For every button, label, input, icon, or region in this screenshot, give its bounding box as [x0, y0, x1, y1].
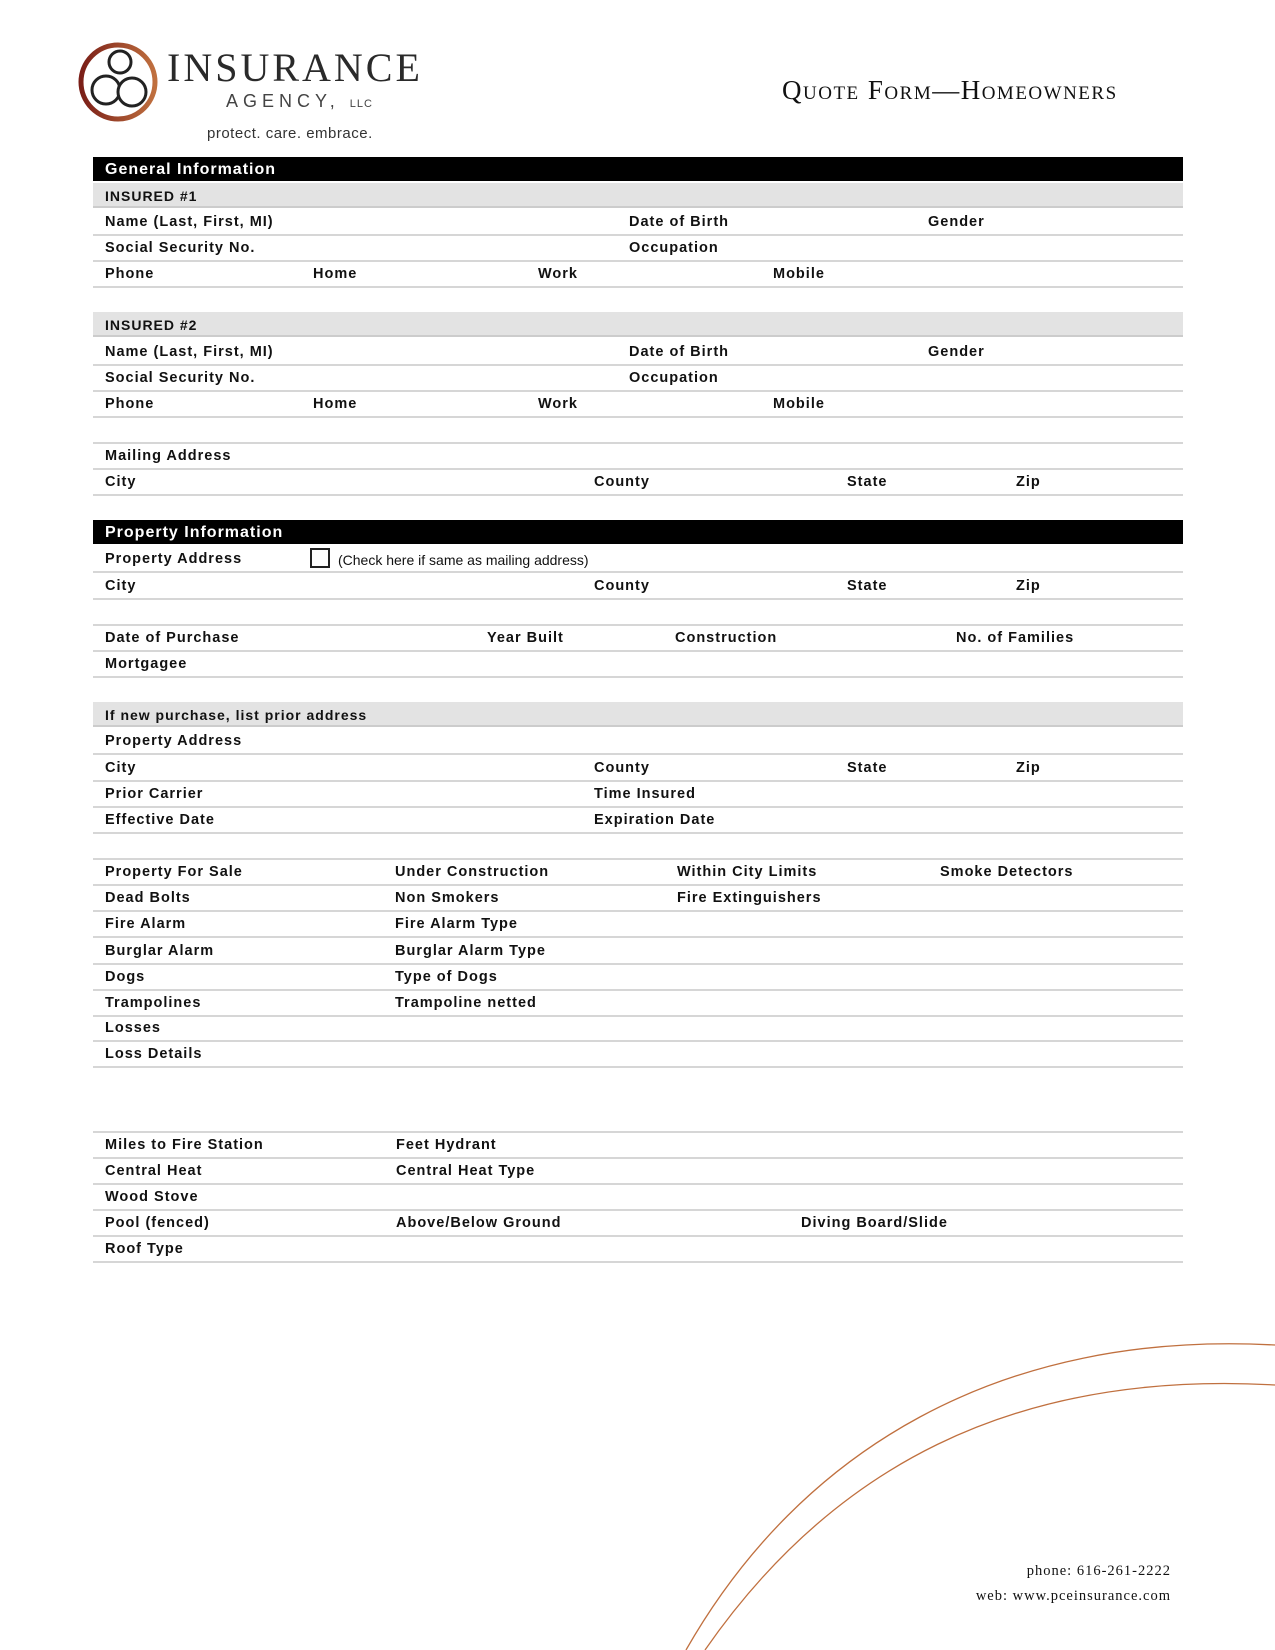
label: City — [105, 474, 137, 490]
label: Burglar Alarm — [105, 943, 215, 959]
label: Date of Birth — [629, 214, 729, 230]
label: Feet Hydrant — [396, 1137, 497, 1153]
prior-address-header: If new purchase, list prior address — [93, 702, 1183, 727]
label: Mortgagee — [105, 656, 188, 672]
page-title: Quote Form—Homeowners — [782, 75, 1118, 105]
insured-1-header: INSURED #1 — [93, 183, 1183, 208]
label: Zip — [1016, 760, 1041, 776]
label: Diving Board/Slide — [801, 1215, 948, 1231]
label: Zip — [1016, 578, 1041, 594]
label: Fire Alarm — [105, 916, 187, 932]
label: County — [594, 760, 650, 776]
label: Mobile — [773, 266, 825, 282]
label: Trampoline netted — [395, 995, 537, 1011]
label: Name (Last, First, MI) — [105, 214, 274, 230]
label: No. of Families — [956, 630, 1075, 646]
label: State — [847, 760, 888, 776]
label: Social Security No. — [105, 240, 256, 256]
label: Work — [538, 266, 578, 282]
label: Name (Last, First, MI) — [105, 344, 274, 360]
label: Loss Details — [105, 1046, 203, 1062]
label: County — [594, 578, 650, 594]
label: Miles to Fire Station — [105, 1137, 264, 1153]
label: Pool (fenced) — [105, 1215, 210, 1231]
label: Gender — [928, 344, 985, 360]
section-general-information: General Information — [93, 157, 1183, 181]
label: City — [105, 760, 137, 776]
label: Prior Carrier — [105, 786, 204, 802]
label: Social Security No. — [105, 370, 256, 386]
label: Phone — [105, 266, 155, 282]
label: City — [105, 578, 137, 594]
footer-web[interactable]: web: www.pceinsurance.com — [975, 1588, 1171, 1604]
label: Mobile — [773, 396, 825, 412]
logo-agency-text: AGENCY, — [226, 91, 340, 111]
label: Gender — [928, 214, 985, 230]
logo-wordmark: INSURANCE — [167, 45, 423, 90]
label: Zip — [1016, 474, 1041, 490]
label: Losses — [105, 1020, 161, 1036]
label: Home — [313, 266, 358, 282]
label: Under Construction — [395, 864, 550, 880]
footer-phone: phone: 616-261-2222 — [1026, 1563, 1171, 1579]
label: Property Address — [105, 733, 243, 749]
label: Roof Type — [105, 1241, 184, 1257]
label: Date of Purchase — [105, 630, 240, 646]
label: Non Smokers — [395, 890, 500, 906]
label: Mailing Address — [105, 448, 232, 464]
label: Construction — [675, 630, 778, 646]
label: Occupation — [629, 370, 719, 386]
label: State — [847, 578, 888, 594]
label: Central Heat — [105, 1163, 203, 1179]
label: Property For Sale — [105, 864, 243, 880]
label: Phone — [105, 396, 155, 412]
section-property-information: Property Information — [93, 520, 1183, 544]
label: Property Address — [105, 551, 243, 567]
label: Home — [313, 396, 358, 412]
label: Trampolines — [105, 995, 202, 1011]
label: State — [847, 474, 888, 490]
same-as-mailing-note: (Check here if same as mailing address) — [338, 552, 589, 568]
label: Above/Below Ground — [396, 1215, 562, 1231]
label: Central Heat Type — [396, 1163, 536, 1179]
label: Dead Bolts — [105, 890, 191, 906]
label: Time Insured — [594, 786, 696, 802]
insured-2-header: INSURED #2 — [93, 312, 1183, 337]
label: Wood Stove — [105, 1189, 199, 1205]
label: County — [594, 474, 650, 490]
label: Dogs — [105, 969, 146, 985]
label: Fire Alarm Type — [395, 916, 518, 932]
label: Year Built — [487, 630, 564, 646]
label: Type of Dogs — [395, 969, 498, 985]
label: Date of Birth — [629, 344, 729, 360]
label: Fire Extinguishers — [677, 890, 822, 906]
label: Work — [538, 396, 578, 412]
logo-llc: LLC — [349, 98, 373, 110]
label: Occupation — [629, 240, 719, 256]
label: Smoke Detectors — [940, 864, 1074, 880]
label: Effective Date — [105, 812, 215, 828]
label: Burglar Alarm Type — [395, 943, 546, 959]
label: Expiration Date — [594, 812, 716, 828]
tagline: protect. care. embrace. — [207, 125, 373, 142]
label: Within City Limits — [677, 864, 818, 880]
